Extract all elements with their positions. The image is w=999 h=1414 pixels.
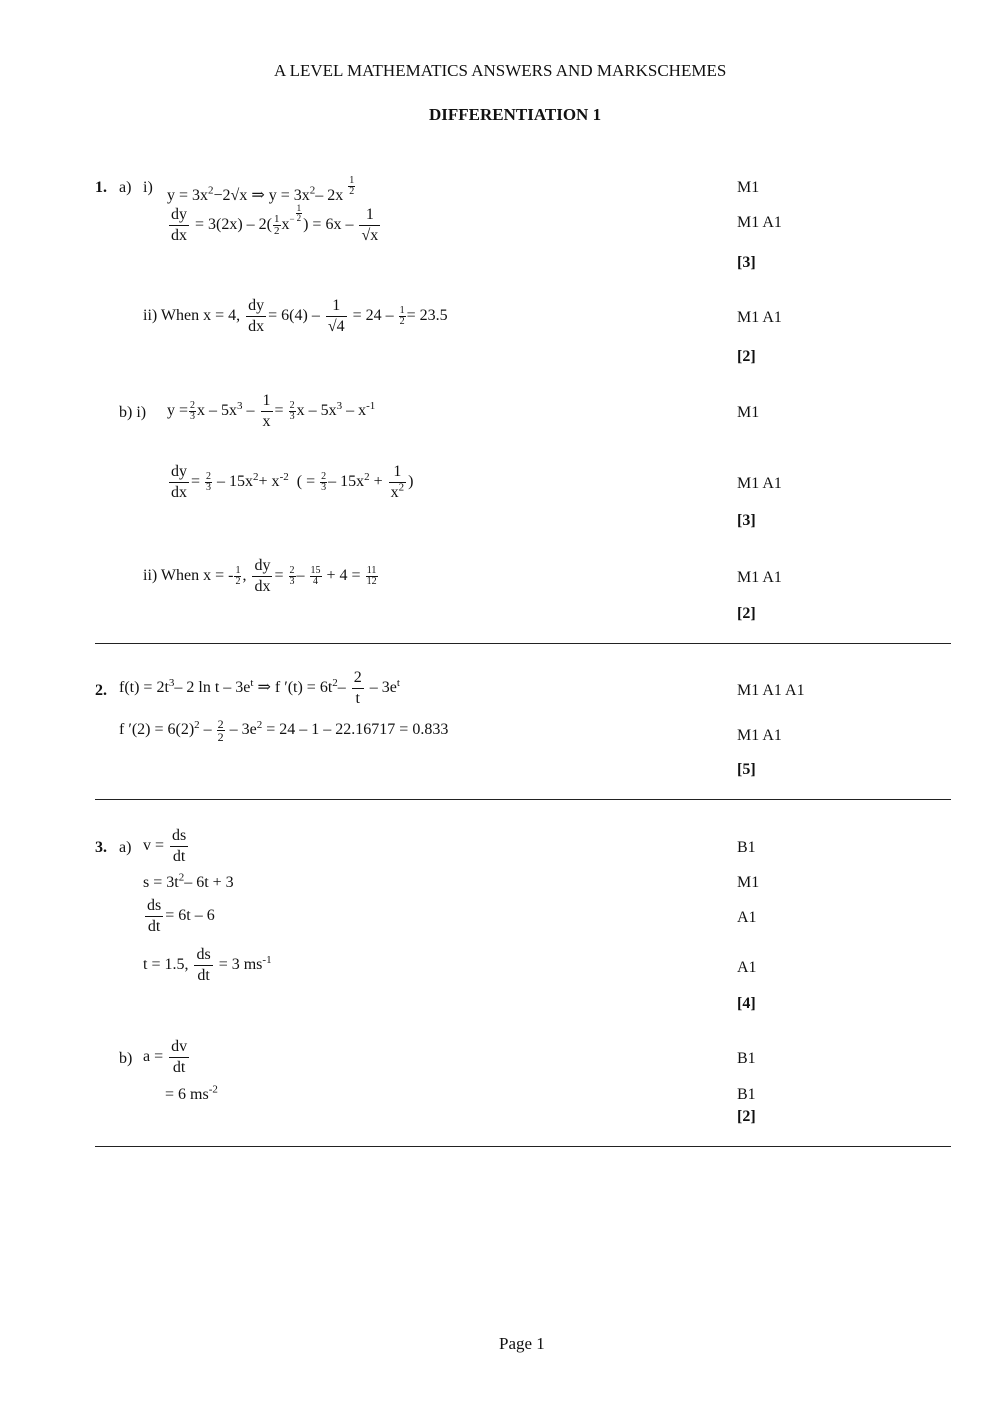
- two-thirds: [289, 401, 296, 422]
- num: 11: [366, 565, 377, 576]
- two-over-two: [217, 718, 225, 743]
- q3-a-res: = 6 ms: [165, 1086, 209, 1103]
- divider: [95, 799, 951, 800]
- total-2: [5]: [737, 761, 756, 778]
- q3-s-eq2: – 6t + 3: [184, 874, 234, 891]
- mark-1ai-1: M1: [737, 179, 760, 196]
- exp-neg1: -1: [262, 953, 272, 966]
- exp-2: 2: [208, 184, 214, 197]
- two-thirds: [289, 566, 296, 587]
- ds-dt-fraction: [170, 828, 188, 865]
- q1-bi-line2: [167, 464, 413, 501]
- two-thirds: [189, 401, 196, 422]
- half-fraction: [234, 566, 241, 587]
- q1-ai-text-b: −2√x ⇒ y = 3x: [213, 187, 310, 204]
- den: 3: [289, 576, 295, 587]
- den: 3: [289, 411, 295, 422]
- q1-bi-a: y =: [167, 402, 189, 420]
- exp-2: 2: [309, 184, 316, 197]
- q1-bi2-c: + x: [258, 473, 280, 491]
- num: 2: [352, 670, 364, 689]
- q2-l1-e: – 3e: [369, 679, 397, 697]
- half-fraction: [399, 306, 406, 327]
- q2-l2-b: –: [203, 721, 212, 739]
- den: √x: [361, 226, 379, 244]
- half-exponent: [296, 204, 303, 223]
- q3-t-eq: t = 1.5,: [143, 956, 189, 974]
- q1-aii-line: [143, 298, 448, 335]
- num: ds: [145, 898, 163, 917]
- q3-ds-line: [143, 898, 215, 935]
- q1-bi2-b: – 15x: [217, 473, 254, 491]
- mark-2-1: M1 A1 A1: [737, 682, 805, 699]
- q2-l2-c: – 3e: [229, 721, 257, 739]
- den: 3: [190, 411, 196, 422]
- mark-3a-3: A1: [737, 909, 757, 926]
- two-over-t: [352, 670, 364, 707]
- q1-bii-a: =: [274, 567, 284, 585]
- one-over-root-4: [326, 298, 347, 335]
- q1-bi-f: – x: [346, 402, 367, 420]
- den: 2: [349, 186, 355, 197]
- den: 4: [313, 576, 319, 587]
- q3-a-line: [143, 1039, 191, 1076]
- question-1-number: 1.: [95, 179, 107, 196]
- den: 12: [366, 576, 377, 587]
- den: 2: [274, 224, 280, 237]
- divider: [95, 643, 951, 644]
- num: 2: [321, 471, 327, 482]
- one-over-x-squared: [389, 464, 407, 501]
- q3-v-line: [143, 828, 190, 865]
- comma: ,: [242, 567, 247, 585]
- q1-bii-text: ii) When x = -: [143, 567, 234, 585]
- den-x: x: [390, 484, 399, 501]
- q1-ai-text-c: – 2x: [315, 187, 344, 204]
- mark-3b-2: B1: [737, 1086, 756, 1103]
- page-header-subtitle: DIFFERENTIATION 1: [429, 105, 602, 124]
- one-over-root-x: [359, 207, 380, 244]
- q3-s-eq: s = 3t: [143, 874, 179, 891]
- q3-t-res: = 3 ms: [218, 956, 263, 974]
- num: 1: [359, 207, 380, 226]
- total-3a: [4]: [737, 995, 756, 1012]
- q2-l2-d: = 24 – 1 – 22.16717 = 0.833: [266, 721, 449, 739]
- den: 2: [399, 316, 405, 327]
- num: 1: [389, 464, 407, 483]
- q1-part-a-label: a): [119, 179, 132, 196]
- exp-3: 3: [237, 399, 243, 412]
- num: 1: [296, 203, 302, 213]
- q1-ai-line2: [167, 204, 382, 244]
- num: dv: [169, 1039, 189, 1058]
- q1-ai-line1: [167, 176, 356, 204]
- den: dt: [147, 918, 161, 935]
- den: √4: [327, 318, 345, 335]
- exp-2: 2: [253, 470, 259, 483]
- num: 2: [217, 717, 224, 731]
- den: 2: [296, 213, 302, 223]
- one-over-x: [261, 393, 273, 430]
- divider: [95, 1146, 951, 1147]
- q1-b-label: b) i): [119, 404, 147, 421]
- half-exponent: [348, 176, 355, 197]
- page-header-title: A LEVEL MATHEMATICS ANSWERS AND MARKSCHEMES: [274, 61, 727, 80]
- den: 2: [217, 730, 224, 744]
- den: t: [355, 690, 360, 707]
- mark-3a-4: A1: [737, 959, 757, 976]
- num: 1: [235, 565, 241, 576]
- q1-ai-text-a: y = 3x: [167, 187, 209, 204]
- q1-ai-line2-a: = 3(2x) – 2(: [195, 216, 273, 233]
- q1-ai-label: i): [143, 179, 153, 196]
- q1-bi2-g: ): [408, 473, 414, 491]
- q3-t-line: [143, 947, 272, 984]
- den: 2: [235, 576, 241, 587]
- q1-ai-line2-b: x: [281, 216, 290, 233]
- num: 15: [310, 565, 321, 576]
- num: 1: [261, 393, 273, 412]
- neg-sign: −: [289, 214, 295, 224]
- q2-l1-a: f(t) = 2t: [119, 679, 169, 697]
- ds-dt-fraction: [145, 898, 163, 935]
- num: dy: [252, 558, 272, 577]
- exp-2: 2: [364, 470, 370, 483]
- q1-bii-line: [143, 558, 379, 595]
- num: 1: [326, 298, 347, 317]
- q2-line1: [119, 670, 400, 707]
- q1-ai-line2-c: ) = 6x –: [303, 216, 354, 233]
- mark-1ai-2: M1 A1: [737, 214, 782, 231]
- exp-3: 3: [336, 399, 343, 412]
- q3-a-eq: a =: [143, 1048, 164, 1066]
- den: [389, 483, 407, 501]
- exp-2: 2: [256, 718, 263, 731]
- total-1bii: [2]: [737, 605, 756, 622]
- exp-neg1: -1: [366, 399, 376, 412]
- den: dt: [172, 848, 186, 865]
- mark-1bi-2: M1 A1: [737, 475, 782, 492]
- two-thirds: [205, 472, 212, 493]
- den: dx: [248, 318, 265, 335]
- exp-3: 3: [168, 676, 175, 689]
- num: 2: [289, 400, 295, 411]
- mark-3a-1: B1: [737, 839, 756, 856]
- total-3b: [2]: [737, 1108, 756, 1125]
- mark-1bi-1: M1: [737, 404, 760, 421]
- total-1bi: [3]: [737, 512, 756, 529]
- q1-bi-b: x – 5x: [197, 402, 238, 420]
- mark-3a-2: M1: [737, 874, 760, 891]
- ds-dt-fraction: [194, 947, 212, 984]
- q1-bi2-a: =: [191, 473, 201, 491]
- dy-dx-fraction: [169, 464, 189, 501]
- q1-aii-text: ii) When x = 4,: [143, 307, 241, 325]
- num: dy: [246, 298, 266, 317]
- num: 1: [399, 305, 405, 316]
- q1-bi2-e: – 15x: [328, 473, 365, 491]
- dy-dx-fraction: [246, 298, 266, 335]
- question-3-number: 3.: [95, 839, 107, 856]
- eleven-twelfths: [366, 566, 378, 587]
- q1-aii-end2: = 23.5: [406, 307, 448, 325]
- q1-aii-mid: = 6(4) –: [268, 307, 320, 325]
- q3-part-b-label: b): [119, 1050, 133, 1067]
- q3-s-line: [143, 871, 234, 891]
- num: 2: [190, 400, 196, 411]
- q1-bi-d: =: [274, 402, 284, 420]
- exp-t: t: [250, 676, 254, 689]
- q1-bii-c: + 4 =: [326, 567, 361, 585]
- mark-2-2: M1 A1: [737, 727, 782, 744]
- q2-l1-c: ⇒ f ′(t) = 6t: [257, 679, 333, 697]
- q2-l1-b: – 2 ln t – 3e: [174, 679, 251, 697]
- q3-v-eq: v =: [143, 837, 165, 855]
- q1-bi2-f: +: [373, 473, 383, 491]
- mark-1aii: M1 A1: [737, 309, 782, 326]
- q2-line2: [119, 718, 448, 743]
- question-2-number: 2.: [95, 682, 107, 699]
- num: 2: [206, 471, 212, 482]
- q1-bi-c: –: [246, 402, 255, 420]
- q1-bi-line1: [167, 393, 375, 430]
- den: dx: [171, 484, 187, 501]
- dv-dt-fraction: [169, 1039, 189, 1076]
- num: dy: [169, 207, 189, 226]
- mark-3b-1: B1: [737, 1050, 756, 1067]
- total-1ai: [3]: [737, 254, 756, 271]
- half-fraction: [273, 214, 281, 237]
- exp-neg2: -2: [208, 1083, 218, 1096]
- num: 2: [289, 565, 295, 576]
- q3-part-a-label: a): [119, 839, 132, 856]
- fifteen-quarters: [310, 566, 322, 587]
- exp-t: t: [396, 676, 400, 689]
- num: 1: [274, 212, 280, 225]
- q1-bii-b: –: [296, 567, 305, 585]
- den: dx: [171, 226, 187, 244]
- total-1aii: [2]: [737, 348, 756, 365]
- num: 1: [349, 175, 355, 186]
- num: dy: [169, 464, 189, 483]
- q2-l2-a: f ′(2) = 6(2): [119, 721, 195, 739]
- exp-2: 2: [398, 481, 405, 494]
- exp-neg2: -2: [279, 470, 289, 483]
- num: ds: [170, 828, 188, 847]
- q3-a-result: [165, 1083, 218, 1103]
- q1-aii-end1: = 24 –: [352, 307, 394, 325]
- den: dx: [254, 578, 271, 595]
- den: 3: [321, 482, 327, 493]
- exp-2: 2: [178, 871, 185, 884]
- q1-bi2-d: ( =: [296, 473, 316, 491]
- two-thirds: [320, 472, 327, 493]
- page-number: Page 1: [499, 1334, 545, 1353]
- dy-dx-fraction: [252, 558, 272, 595]
- dy-dx-fraction: [169, 207, 189, 244]
- mark-1bii: M1 A1: [737, 569, 782, 586]
- den: dt: [172, 1059, 186, 1076]
- exp-2: 2: [332, 676, 338, 689]
- q1-bi-e: x – 5x: [296, 402, 337, 420]
- q3-ds-eq: = 6t – 6: [165, 907, 215, 925]
- den: x: [262, 413, 271, 430]
- den: dt: [197, 967, 210, 984]
- exp-2: 2: [194, 718, 200, 731]
- den: 3: [206, 482, 212, 493]
- q2-l1-d: –: [337, 679, 346, 697]
- num: ds: [194, 947, 212, 966]
